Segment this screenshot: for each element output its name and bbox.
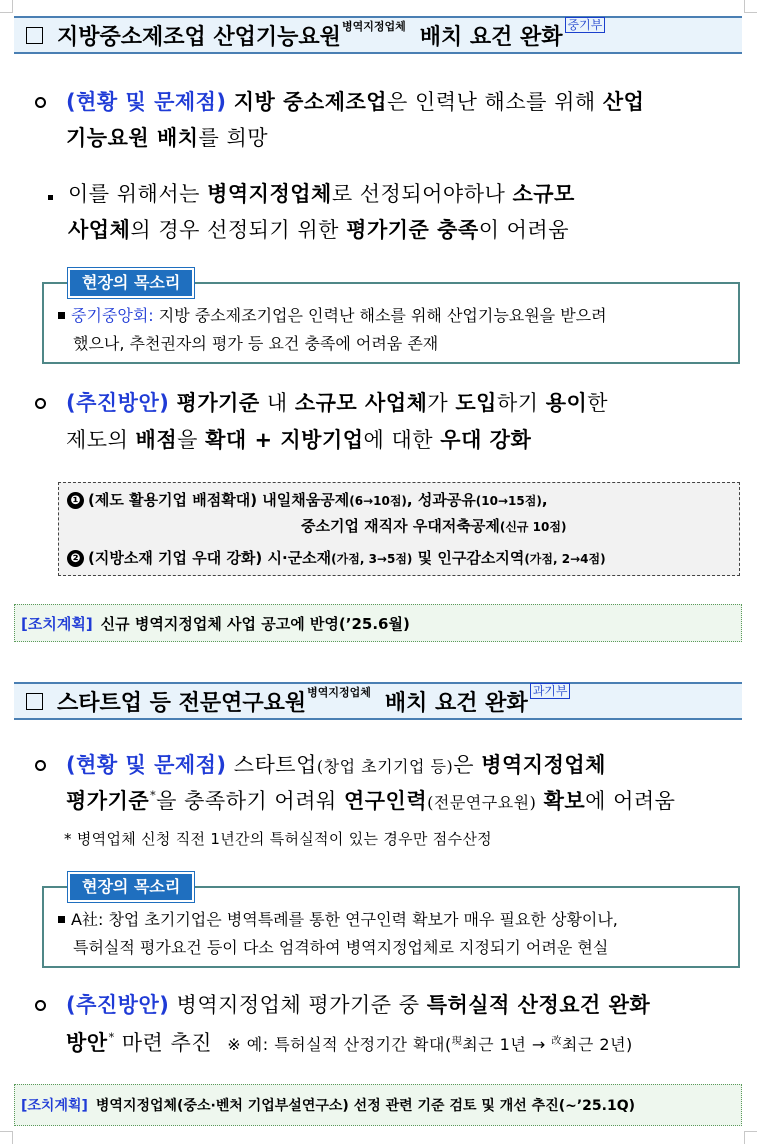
- section1-status-bold: 지방 중소제조업: [233, 90, 388, 114]
- section1-plan-line1: [66, 383, 608, 423]
- section1-plan-text: 에 대한: [363, 428, 434, 452]
- section2-plan-note-revised: 改: [551, 1036, 562, 1047]
- checkbox-square-icon: [26, 693, 43, 710]
- section1-title: 지방중소제조업 산업기능요원: [57, 24, 341, 50]
- section1-sub-line1: [68, 174, 575, 214]
- section2-plan-line1: [66, 985, 650, 1025]
- section1-plan-text: 가: [427, 391, 449, 415]
- section1-sub-text: 로 선정되어야하나: [331, 182, 506, 206]
- section1-sub-bold: 병역지정업체: [207, 182, 332, 206]
- section1-status-bold: 기능요원 배치: [66, 126, 199, 150]
- section2-action-tag: [조치계획]: [21, 1098, 88, 1114]
- section1-measure-small: (가점, 3→5점): [331, 552, 413, 566]
- section2-plan-note-text: 최근 1년 →: [462, 1035, 546, 1054]
- section2-action-plan: [14, 1084, 742, 1126]
- section1-title-tail: 배치 요건 완화: [419, 24, 563, 50]
- section2-voice-text: 특허실적 평가요건 등이 다소 엄격하여 병역지정업체로 지정되기 어려운 현실: [73, 938, 609, 957]
- section2-status-text: 스타트업: [233, 753, 317, 777]
- section2-status-bold: 연구인력: [343, 789, 428, 813]
- section1-plan-bold: 소규모 사업체: [294, 391, 428, 415]
- section2-status-text: 은: [453, 753, 475, 777]
- section1-action-tag: [조치계획]: [21, 614, 93, 633]
- section1-measure-text: 및 인구감소지역: [417, 549, 525, 567]
- circle-bullet-icon: [35, 760, 46, 771]
- section2-plan-footnote-mark: *: [108, 1031, 115, 1044]
- circle-bullet-icon: [35, 398, 46, 409]
- section1-plan-text: 제도의: [66, 428, 129, 452]
- page-corner-mark: [0, 0, 13, 13]
- section1-plan-tag: (추진방안): [66, 391, 170, 415]
- section2-plan-note: [227, 1035, 633, 1054]
- section1-measure-text: ,: [541, 491, 548, 509]
- section2-plan-bold: 특허실적 산정요건 완화: [426, 993, 651, 1017]
- section1-status-line1: [66, 82, 644, 122]
- section1-title-sup: 병역지정업체: [341, 20, 406, 33]
- section1-measure-text: (지방소재 기업 우대 강화) 시·군소재: [88, 549, 332, 567]
- section2-title: 스타트업 등 전문연구요원: [57, 690, 307, 716]
- section2-plan-note-text: ※ 예: 특허실적 산정기간 확대(: [227, 1035, 452, 1054]
- small-square-bullet-icon: [48, 195, 53, 200]
- section1-plan-bold: 용이: [545, 391, 588, 415]
- section2-voice-line1: [48, 906, 618, 934]
- section2-plan-text: 마련 추진: [121, 1031, 213, 1055]
- section1-plan-bold: 평가기준: [176, 391, 260, 415]
- section2-title-sup: 병역지정업체: [307, 686, 371, 699]
- section1-measure-small: (10→15점): [475, 494, 542, 508]
- section1-sub-text: 이를 위해서는: [68, 182, 200, 206]
- section2-status-tag: (현황 및 문제점): [66, 753, 227, 777]
- section2-footnote: * 병역업체 신청 직전 1년간의 특허실적이 있는 경우만 점수산정: [64, 830, 492, 848]
- section2-status-small: (창업 초기기업 등): [316, 757, 454, 776]
- section2-ministry-badge: 과기부: [530, 683, 571, 699]
- section2-plan-note-current: 現: [451, 1036, 463, 1047]
- section1-measure-small: (6→10점): [349, 494, 407, 508]
- section2-plan-line2: [66, 1022, 633, 1067]
- section2-status-line2: [66, 781, 675, 825]
- section1-measures-box: [58, 482, 740, 576]
- section1-voice-label: 현장의 목소리: [68, 268, 194, 298]
- section1-plan-bold: 우대 강화: [440, 428, 532, 452]
- section1-measure-text: , 성과공유: [406, 491, 476, 509]
- section1-sub-bold: 사업체: [68, 218, 131, 242]
- section1-voice-source: 중기중앙회:: [71, 306, 154, 325]
- section1-sub-text: 이 어려움: [478, 218, 570, 242]
- section1-voice-line1: [48, 302, 607, 330]
- section1-action-text: 신규 병역지정업체 사업 공고에 반영(’25.6월): [100, 614, 410, 633]
- section2-action-text: 병역지정업체(중소·벤처 기업부설연구소) 선정 관련 기준 검토 및 개선 추진(~’25.1Q): [95, 1098, 636, 1114]
- checkbox-square-icon: [26, 27, 43, 44]
- section1-status-text: 은 인력난 해소를 위해: [387, 90, 596, 114]
- section1-heading: [14, 16, 742, 54]
- section2-status-small: (전문연구요원): [427, 793, 537, 812]
- section1-ministry-badge: 중기부: [565, 17, 606, 33]
- section2-plan-bold: 방안: [66, 1031, 108, 1055]
- section1-status-text: 를 희망: [198, 126, 269, 150]
- section1-plan-bold: 배점: [135, 428, 178, 452]
- section2-plan-tag: (추진방안): [66, 993, 170, 1017]
- section1-sub-bold: 소규모: [512, 182, 575, 206]
- section1-status-tag: (현황 및 문제점): [66, 90, 227, 114]
- section2-voice-text: 창업 초기기업은 병역특례를 통한 연구인력 확보가 매우 필요한 상황이나,: [108, 910, 618, 929]
- section1-measure-small: (신규 10점): [499, 520, 567, 534]
- section2-status-bold: 병역지정업체: [481, 753, 606, 777]
- section1-measure-small: (가점, 2→4점): [524, 552, 606, 566]
- section1-measure-2: [67, 547, 606, 568]
- section2-heading: [14, 682, 742, 720]
- section1-measure-text: 중소기업 재직자 우대저축공제: [301, 517, 500, 535]
- section2-footnote-mark: *: [150, 789, 157, 802]
- section1-status-line2: [66, 118, 268, 158]
- section1-measure-text: (제도 활용기업 배점확대) 내일채움공제: [88, 491, 350, 509]
- section1-action-plan: [14, 604, 742, 642]
- section1-voice-line2: [73, 330, 438, 358]
- section2-status-text: 을 충족하기 어려워: [156, 789, 337, 813]
- circle-bullet-icon: [35, 1000, 46, 1011]
- page-corner-mark: [744, 1131, 757, 1144]
- section2-voice-source: A社:: [71, 910, 104, 929]
- page-corner-mark: [0, 1131, 13, 1144]
- section2-title-tail: 배치 요건 완화: [384, 690, 528, 716]
- number-1-icon: ❶: [67, 492, 84, 509]
- section1-status-bold: 산업: [602, 90, 645, 114]
- section2-voice-line2: [73, 934, 608, 962]
- section1-voice-text: 했으나, 추천권자의 평가 등 요건 충족에 어려움 존재: [73, 334, 439, 353]
- page-corner-mark: [744, 0, 757, 13]
- section2-plan-text: 병역지정업체 평가기준 중: [176, 993, 420, 1017]
- section2-status-bold: 확보: [543, 789, 586, 813]
- section2-status-bold: 평가기준: [66, 789, 150, 813]
- section1-sub-bold: 평가기준 충족: [346, 218, 479, 242]
- section1-plan-bold: 확대 + 지방기업: [205, 428, 364, 452]
- section1-plan-text: 하기: [496, 391, 539, 415]
- square-bullet-icon: [58, 312, 65, 319]
- section1-measure-1: [67, 489, 548, 510]
- section2-status-text: 에 어려움: [585, 789, 676, 813]
- section1-plan-text: 내: [266, 391, 288, 415]
- section1-plan-bold: 도입: [455, 391, 497, 415]
- section2-voice-label: 현장의 목소리: [68, 872, 194, 902]
- number-2-icon: ❷: [67, 550, 84, 567]
- section1-plan-line2: [66, 420, 531, 460]
- section1-plan-text: 을: [177, 428, 198, 452]
- section2-plan-note-text: 최근 2년): [561, 1035, 633, 1054]
- section1-sub-line2: [68, 210, 569, 250]
- section1-voice-text: 지방 중소제조기업은 인력난 해소를 위해 산업기능요원을 받으려: [158, 306, 607, 325]
- section1-plan-text: 한: [587, 391, 609, 415]
- section1-sub-text: 의 경우 선정되기 위한: [130, 218, 339, 242]
- circle-bullet-icon: [35, 97, 46, 108]
- section1-measure-1b: [301, 515, 566, 536]
- square-bullet-icon: [58, 916, 65, 923]
